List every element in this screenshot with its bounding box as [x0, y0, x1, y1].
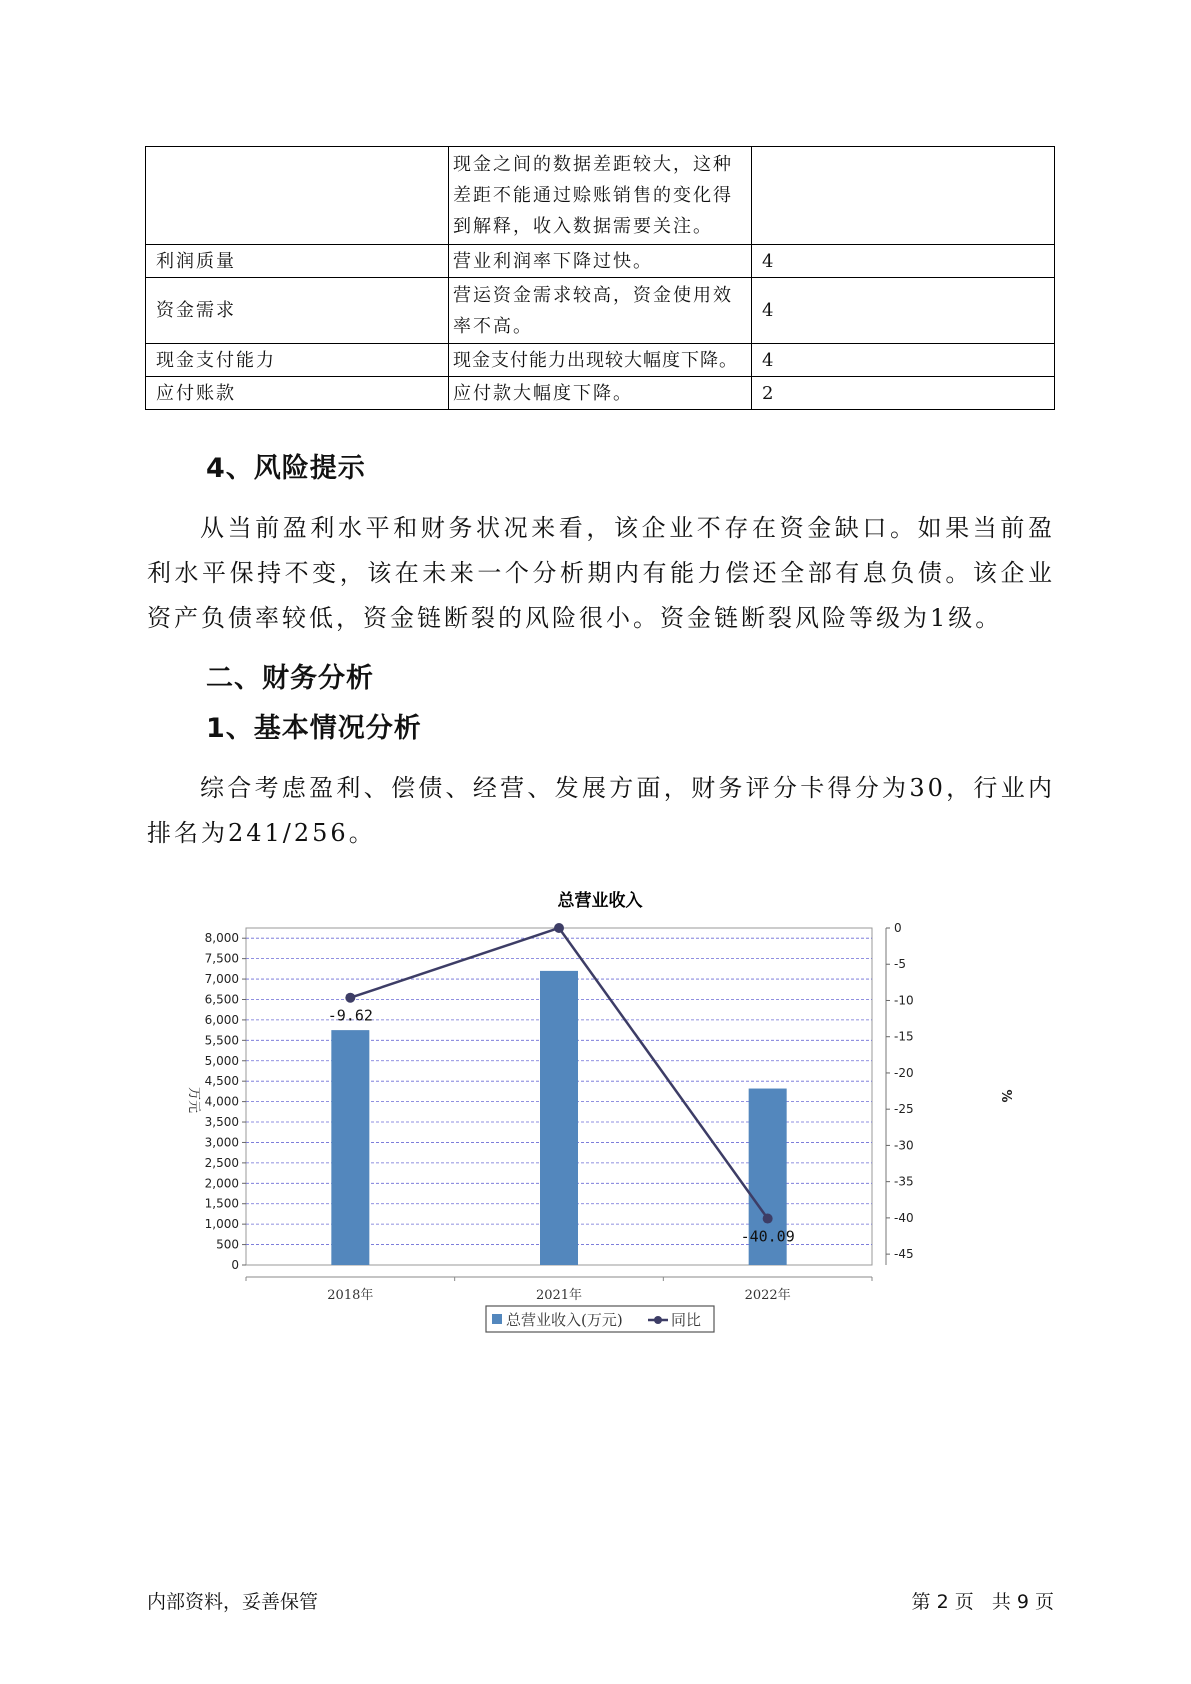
y-tick-label: 3,000 [204, 1135, 239, 1150]
table-cell: 4 [752, 344, 1055, 377]
table-cell: 4 [752, 245, 1055, 278]
y-tick-label: 7,500 [204, 951, 239, 966]
table-row [146, 344, 1055, 377]
y2-tick-label: -35 [894, 1174, 914, 1189]
section-heading-finance: 二、财务分析 [206, 663, 374, 694]
table-cell: 2 [752, 377, 1055, 410]
table-cell: 利润质量 [146, 245, 449, 278]
table-row [146, 377, 1055, 410]
y2-tick-label: 0 [894, 921, 902, 935]
legend-line-marker [654, 1316, 662, 1324]
y-axis-label: 万元 [186, 1086, 201, 1114]
y2-tick-label: -10 [894, 993, 914, 1008]
table-row [146, 147, 1055, 245]
bar [540, 971, 578, 1265]
table-cell [752, 147, 1055, 245]
chart-legend [486, 1306, 714, 1332]
table-cell: 现金之间的数据差距较大，这种差距不能通过赊账销售的变化得到解释，收入数据需要关注。 [449, 147, 752, 245]
y2-tick-label: -20 [894, 1065, 914, 1080]
y-tick-label: 5,000 [204, 1053, 239, 1068]
legend-bar-swatch [492, 1314, 502, 1324]
basic-paragraph: 综合考虑盈利、偿债、经营、发展方面，财务评分卡得分为30，行业内排名为241/256。 [147, 774, 1055, 847]
risk-paragraph: 从当前盈利水平和财务状况来看，该企业不存在资金缺口。如果当前盈利水平保持不变，该在未来一个分析期内有能力偿还全部有息负债。该企业资产负债率较低，资金链断裂的风险很小。资金链断裂风险等级为1级。 [147, 514, 1055, 632]
table-cell: 营运资金需求较高，资金使用效率不高。 [449, 278, 752, 344]
bar [331, 1030, 369, 1265]
footer-confidential: 内部资料，妥善保管 [147, 1591, 319, 1613]
x-tick-label: 2021年 [535, 1288, 583, 1303]
y-tick-label: 8,000 [204, 931, 239, 946]
y-tick-label: 2,000 [204, 1176, 239, 1191]
legend-label-yoy: 同比 [671, 1311, 702, 1329]
y2-tick-label: -30 [894, 1138, 914, 1153]
yoy-point [554, 923, 564, 933]
table-cell: 资金需求 [146, 278, 449, 344]
y-tick-label: 500 [216, 1237, 239, 1252]
data-label: -9.62 [327, 1006, 373, 1025]
risk-table [145, 146, 1055, 410]
y-tick-label: 6,000 [204, 1012, 239, 1027]
data-label: -40.09 [740, 1227, 795, 1246]
y-tick-label: 0 [231, 1258, 239, 1272]
table-cell [146, 147, 449, 245]
y2-tick-label: -45 [894, 1247, 914, 1262]
legend-label-revenue: 总营业收入(万元) [506, 1311, 623, 1329]
y-tick-label: 1,500 [204, 1196, 239, 1211]
section-heading-basic: 1、基本情况分析 [206, 713, 422, 744]
yoy-point [763, 1214, 773, 1224]
x-tick-label: 2018年 [327, 1288, 374, 1303]
y2-tick-label: -15 [894, 1029, 914, 1044]
table-cell: 应付款大幅度下降。 [449, 377, 752, 410]
y-tick-label: 7,000 [204, 972, 239, 987]
y2-tick-label: -5 [894, 957, 906, 972]
x-tick-label: 2022年 [744, 1288, 791, 1303]
y-tick-label: 3,500 [204, 1115, 239, 1130]
table-cell: 营业利润率下降过快。 [449, 245, 752, 278]
table-cell: 现金支付能力 [146, 344, 449, 377]
y2-axis-label: % [998, 1089, 1013, 1103]
table-row [146, 278, 1055, 344]
y-tick-label: 5,500 [204, 1033, 239, 1048]
section-heading-risk: 4、风险提示 [206, 453, 366, 484]
y-tick-label: 6,500 [204, 992, 239, 1007]
y2-tick-label: -40 [894, 1210, 914, 1225]
revenue-chart [168, 880, 1028, 1340]
y-tick-label: 4,000 [204, 1094, 239, 1109]
table-cell: 现金支付能力出现较大幅度下降。 [449, 344, 752, 377]
y-tick-label: 1,000 [204, 1217, 239, 1232]
page-number: 第 2 页 共 9 页 [911, 1591, 1054, 1613]
table-cell: 应付账款 [146, 377, 449, 410]
y-tick-label: 2,500 [204, 1155, 239, 1170]
table-row [146, 245, 1055, 278]
chart-title: 总营业收入 [557, 891, 643, 911]
table-cell: 4 [752, 278, 1055, 344]
y2-tick-label: -25 [894, 1102, 914, 1117]
y-tick-label: 4,500 [204, 1074, 239, 1089]
chart-bars [331, 971, 786, 1265]
yoy-point [345, 993, 355, 1003]
